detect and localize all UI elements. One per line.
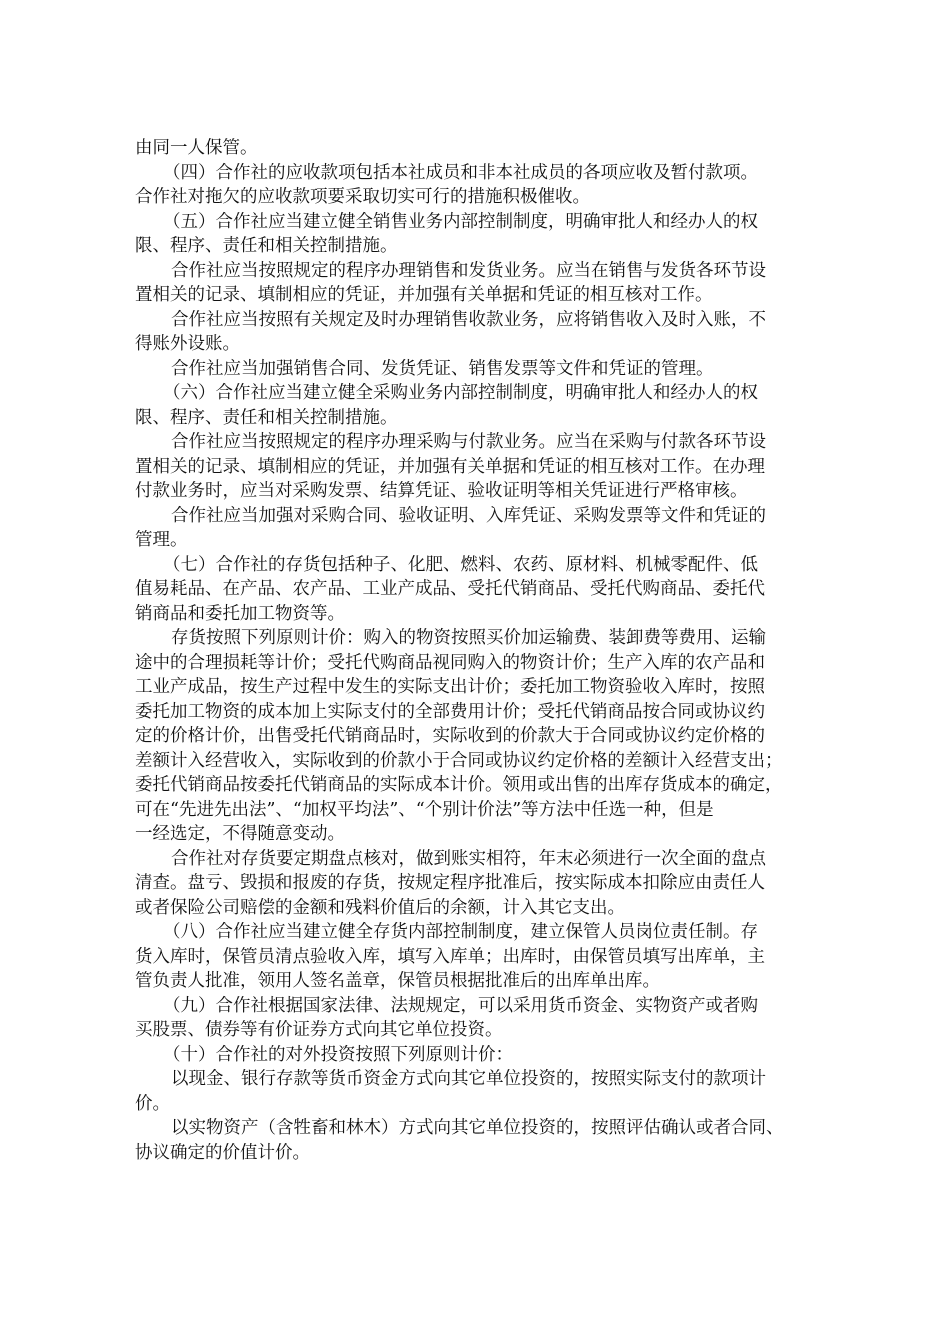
text-line: 合作社应当按照规定的程序办理销售和发货业务。应当在销售与发货各环节设: [171, 260, 766, 281]
text-line: 限、程序、责任和相关控制措施。: [135, 407, 398, 428]
document-page: [135, 136, 835, 1165]
text-line: 以实物资产（含牲畜和林木）方式向其它单位投资的，按照评估确认或者合同、: [171, 1118, 784, 1138]
text-line: （九）合作社根据国家法律、法规规定，可以采用货币资金、实物资产或者购: [163, 995, 758, 1016]
text-line: 存货按照下列原则计价：购入的物资按照买价加运输费、装卸费等费用、运输: [171, 628, 766, 648]
text-line: 合作社应当加强销售合同、发货凭证、销售发票等文件和凭证的管理。: [171, 358, 714, 379]
text-line: （七）合作社的存货包括种子、化肥、燃料、农药、原材料、机械零配件、低: [163, 554, 758, 575]
text-line: 合作社应当按照规定的程序办理采购与付款业务。应当在采购与付款各环节设: [171, 432, 766, 452]
text-line: 值易耗品、在产品、农产品、工业产成品、受托代销商品、受托代购商品、委托代: [135, 579, 765, 599]
text-line: （四）合作社的应收款项包括本社成员和非本社成员的各项应收及暂付款项。: [163, 162, 758, 183]
text-line: 差额计入经营收入，实际收到的价款小于合同或协议约定价格的差额计入经营支出；: [135, 750, 783, 771]
text-line: 销商品和委托加工物资等。: [135, 603, 345, 624]
text-line: （六）合作社应当建立健全采购业务内部控制制度，明确审批人和经办人的权: [163, 383, 758, 403]
text-line: 一经选定，不得随意变动。: [135, 824, 345, 844]
text-line: 管负责人批准，领用人签名盖章，保管员根据批准后的出库单出库。: [135, 971, 660, 991]
text-line: 买股票、债券等有价证券方式向其它单位投资。: [135, 1020, 503, 1040]
text-line: 付款业务时，应当对采购发票、结算凭证、验收证明等相关凭证进行严格审核。: [135, 481, 748, 501]
text-line: 价。: [135, 1093, 170, 1114]
text-line: （五）合作社应当建立健全销售业务内部控制制度，明确审批人和经办人的权: [163, 211, 758, 232]
text-line: 限、程序、责任和相关控制措施。: [135, 236, 398, 256]
text-line: 以现金、银行存款等货币资金方式向其它单位投资的，按照实际支付的款项计: [171, 1069, 766, 1089]
text-line: 定的价格计价，出售受托代销商品时，实际收到的价款大于合同或协议约定价格的: [135, 726, 765, 746]
text-line: （十）合作社的对外投资按照下列原则计价：: [163, 1044, 513, 1065]
text-line: 或者保险公司赔偿的金额和残料价值后的余额，计入其它支出。: [135, 897, 625, 918]
text-line: 合作社对拖欠的应收款项要采取切实可行的措施积极催收。: [135, 187, 590, 207]
text-line: 清查。盘亏、毁损和报废的存货，按规定程序批准后，按实际成本扣除应由责任人: [135, 873, 765, 893]
text-line: 置相关的记录、填制相应的凭证，并加强有关单据和凭证的相互核对工作。: [135, 285, 713, 305]
text-line: 可在“先进先出法”、“加权平均法”、“个别计价法”等方法中任选一种，但是: [135, 799, 714, 820]
text-line: 合作社应当加强对采购合同、验收证明、入库凭证、采购发票等文件和凭证的: [171, 505, 766, 526]
text-line: 置相关的记录、填制相应的凭证，并加强有关单据和凭证的相互核对工作。在办理: [135, 456, 765, 477]
text-line: 得账外设账。: [135, 334, 240, 354]
text-line: 途中的合理损耗等计价；受托代购商品视同购入的物资计价；生产入库的农产品和: [135, 652, 765, 673]
text-line: 管理。: [135, 530, 188, 550]
text-line: （八）合作社应当建立健全存货内部控制制度，建立保管人员岗位责任制。存: [163, 922, 758, 942]
text-line: 由同一人保管。: [135, 138, 258, 158]
text-line: 合作社应当按照有关规定及时办理销售收款业务，应将销售收入及时入账，不: [171, 309, 766, 330]
text-line: 货入库时，保管员清点验收入库，填写入库单；出库时，由保管员填写出库单，主: [135, 946, 765, 967]
text-line: 委托加工物资的成本加上实际支付的全部费用计价；受托代销商品按合同或协议约: [135, 701, 765, 722]
text-line: 委托代销商品按委托代销商品的实际成本计价。领用或出售的出库存货成本的确定，: [135, 775, 783, 795]
text-line: 工业产成品，按生产过程中发生的实际支出计价；委托加工物资验收入库时，按照: [135, 677, 765, 697]
text-line: 合作社对存货要定期盘点核对，做到账实相符，年末必须进行一次全面的盘点: [171, 848, 766, 869]
text-line: 协议确定的价值计价。: [135, 1142, 310, 1163]
